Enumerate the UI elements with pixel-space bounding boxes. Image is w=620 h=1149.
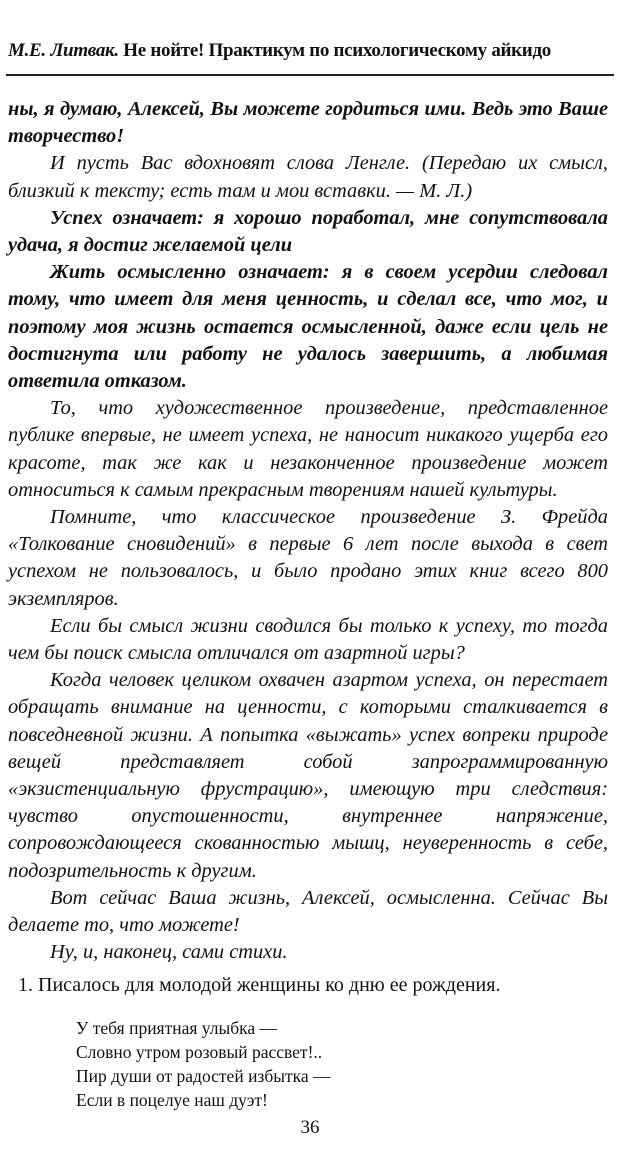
running-head-author: М.Е. Литвак.: [8, 40, 119, 61]
paragraph-5: То, что художественное произведение, представленное публике впервые, не имеет успеха, не наносит никакого ущерба его красоте, так же как и незаконченное произведение может относиться к самым прекрасным творениям нашей культуры.: [8, 397, 608, 501]
poem-line: У тебя приятная улыбка —: [76, 1018, 278, 1038]
paragraph-8: Когда человек целиком охвачен азартом успеха, он перестает обращать внимание на ценности, с которыми сталкивается в повседневной жизни. А попытка «выжать» успех вопреки природе вещей представляет собой запрограммированную «экзистенциальную фрустрацию», имеющую три следствия: чувство опустошенности, внутреннее напряжение, сопровождающееся скованностью мышц, неуверенность в себе, подозрительность к другим.: [8, 669, 608, 882]
running-head-title: Не нойте! Практикум по психологическому айкидо: [123, 40, 551, 61]
header-rule: [6, 74, 614, 76]
poem-line: Пир души от радостей избытка —: [76, 1066, 331, 1086]
poem-line: Если в поцелуе наш дуэт!: [76, 1090, 268, 1110]
paragraph-9: Вот сейчас Ваша жизнь, Алексей, осмысленна. Сейчас Вы делаете то, что можете!: [8, 886, 608, 937]
body-text: [8, 96, 608, 967]
paragraph-2: И пусть Вас вдохновят слова Ленгле. (Передаю их смысл, близкий к тексту; есть там и мои вставки. — М. Л.): [8, 152, 608, 202]
paragraph-7: Если бы смысл жизни сводился бы только к успеху, то тогда чем бы поиск смысла отличался от азартной игры?: [8, 614, 608, 665]
poem: [76, 1016, 596, 1112]
paragraph-4: Жить осмысленно означает: я в своем усердии следовал тому, что имеет для меня ценность, и сделал все, что мог, и поэтому моя жизнь остается осмысленной, даже если цель не достигнута или работу не удалось завершить, а любимая ответила отказом.: [8, 261, 608, 393]
page-number: 36: [300, 1117, 320, 1138]
running-head: [8, 40, 612, 62]
paragraph-1: ны, я думаю, Алексей, Вы можете гордиться ими. Ведь это Ваше творчество!: [8, 98, 608, 148]
poem-line: Словно утром розовый рассвет!..: [76, 1042, 323, 1062]
paragraph-6: Помните, что классическое произведение З. Фрейда «Толкование сновидений» в первые 6 лет после выхода в свет успехом не пользовалось, и было продано этих книг всего 800 экземпляров.: [8, 506, 608, 610]
paragraph-10: Ну, и, наконец, сами стихи.: [50, 941, 288, 964]
numbered-item: 1. Писалось для молодой женщины ко дню ее рождения.: [18, 974, 501, 996]
paragraph-3: Успех означает: я хорошо поработал, мне сопутствовала удача, я достиг желаемой цели: [8, 206, 608, 257]
